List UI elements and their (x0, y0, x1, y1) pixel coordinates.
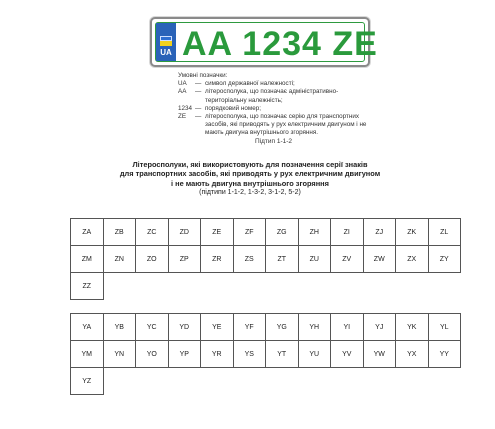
series-code-cell: ZJ (363, 218, 397, 246)
series-code-cell: ZG (265, 218, 299, 246)
series-code-cell: YN (103, 340, 137, 368)
series-code-cell: ZW (363, 245, 397, 273)
legend (178, 72, 378, 138)
legend-item (178, 88, 378, 104)
series-code-cell: ZV (330, 245, 364, 273)
series-code-cell: ZA (70, 218, 104, 246)
legend-dash: — (195, 113, 202, 121)
flag-yellow-stripe (160, 41, 172, 46)
series-code-cell: YT (265, 340, 299, 368)
series-code-cell: ZU (298, 245, 332, 273)
series-code-cell: ZS (233, 245, 267, 273)
legend-key: ZE (178, 113, 187, 121)
series-code-cell: ZZ (70, 272, 104, 300)
series-code-cell: ZO (135, 245, 169, 273)
section-heading (100, 160, 400, 197)
legend-dash: — (195, 80, 202, 88)
legend-desc: порядковий номер; (205, 104, 261, 112)
series-code-cell: YG (265, 313, 299, 341)
series-code-cell: YW (363, 340, 397, 368)
series-code-cell: YU (298, 340, 332, 368)
plate-number: AA 1234 ZE (182, 25, 378, 63)
legend-item (178, 105, 378, 113)
series-code-cell: ZN (103, 245, 137, 273)
series-code-cell: ZP (168, 245, 202, 273)
legend-title: Умовні позначки: (178, 72, 228, 79)
series-code-cell: ZX (395, 245, 429, 273)
series-code-cell: ZM (70, 245, 104, 273)
series-code-cell: ZT (265, 245, 299, 273)
series-code-cell: YF (233, 313, 267, 341)
legend-key: UA (178, 80, 187, 88)
subtype-caption: Підтип 1-1-2 (255, 138, 293, 145)
series-code-cell: YL (428, 313, 462, 341)
series-code-cell: ZH (298, 218, 332, 246)
series-code-cell: ZC (135, 218, 169, 246)
legend-dash: — (195, 88, 202, 96)
series-code-cell: ZI (330, 218, 364, 246)
series-code-cell: YA (70, 313, 104, 341)
series-code-cell: YH (298, 313, 332, 341)
legend-key: AA (178, 88, 187, 96)
series-code-cell: YX (395, 340, 429, 368)
series-code-cell: YM (70, 340, 104, 368)
plate-border (155, 22, 378, 63)
heading-line: і не мають двигуна внутрішнього згоряння (171, 178, 329, 188)
series-grid-z (70, 218, 460, 299)
plate-country-strip (156, 23, 176, 61)
series-code-cell: ZR (200, 245, 234, 273)
series-code-cell: YC (135, 313, 169, 341)
legend-desc: літеросполука, що позначає адміністративно- територіальну належність; (205, 88, 339, 104)
heading-line: для транспортних засобів, які приводять у рух електричним двигуном (119, 169, 381, 179)
series-code-cell: YV (330, 340, 364, 368)
series-code-cell: YY (428, 340, 462, 368)
series-code-cell: ZE (200, 218, 234, 246)
series-code-cell: ZD (168, 218, 202, 246)
series-code-cell: YS (233, 340, 267, 368)
series-code-cell: YZ (70, 367, 104, 395)
series-code-cell: YO (135, 340, 169, 368)
plate-country-code: UA (160, 48, 172, 57)
series-code-cell: YJ (363, 313, 397, 341)
legend-key: 1234 (178, 104, 193, 112)
license-plate (150, 17, 378, 67)
legend-desc: літеросполука, що позначає серію для транспортних засобів, які приводять у рух електричним двигуном і не мають двигуна внутрішнього згоряння. (205, 113, 367, 137)
series-grid-y (70, 313, 460, 394)
legend-desc: символ державної належності; (205, 80, 295, 88)
series-code-cell: ZK (395, 218, 429, 246)
series-code-cell: YI (330, 313, 364, 341)
series-code-cell: YB (103, 313, 137, 341)
heading-line: Літеросполуки, які використовують для позначення серії знаків (132, 160, 368, 169)
series-code-cell: YE (200, 313, 234, 341)
series-code-cell: YD (168, 313, 202, 341)
series-code-cell: ZL (428, 218, 462, 246)
legend-item (178, 113, 378, 138)
series-code-cell: ZB (103, 218, 137, 246)
series-code-cell: YK (395, 313, 429, 341)
series-code-cell: YP (168, 340, 202, 368)
legend-dash: — (195, 104, 202, 112)
series-code-cell: ZF (233, 218, 267, 246)
heading-subtypes: (підтипи 1-1-2, 1-3-2, 3-1-2, 5-2) (199, 188, 301, 196)
series-code-cell: ZY (428, 245, 462, 273)
series-code-cell: YR (200, 340, 234, 368)
